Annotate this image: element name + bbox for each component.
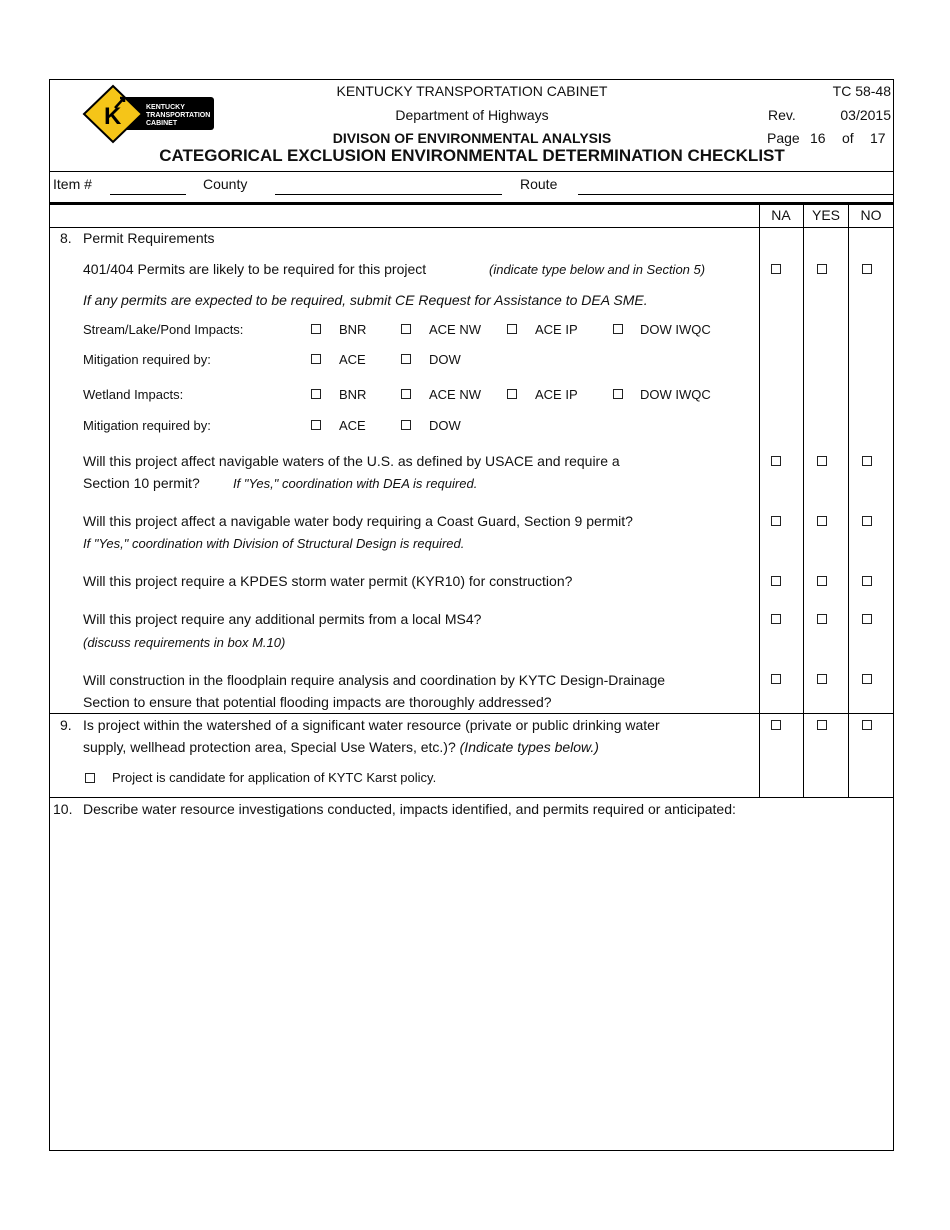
watershed-yes-checkbox[interactable] <box>817 720 827 730</box>
permits-question: 401/404 Permits are likely to be required for this project <box>83 261 427 277</box>
permits-no-checkbox[interactable] <box>862 264 872 274</box>
mitigation2-dow-checkbox[interactable] <box>401 420 411 430</box>
wetland-bnr-checkbox[interactable] <box>311 389 321 399</box>
section8-divider <box>49 713 894 714</box>
agency-name: KENTUCKY TRANSPORTATION CABINET <box>336 83 608 99</box>
county-field[interactable] <box>275 194 502 195</box>
stream-label: Stream/Lake/Pond Impacts: <box>83 322 244 337</box>
floodplain-question-line2: Section to ensure that potential flooding impacts are thoroughly addressed? <box>83 694 552 710</box>
section10-response-area[interactable] <box>55 825 887 1145</box>
ms4-na-checkbox[interactable] <box>771 614 781 624</box>
logo-line1: KENTUCKY <box>146 104 185 111</box>
stream-bnr-label: BNR <box>339 322 367 337</box>
watershed-na-checkbox[interactable] <box>771 720 781 730</box>
kpdes-no-checkbox[interactable] <box>862 576 872 586</box>
column-no: NO <box>860 207 882 223</box>
stream-dowiwqc-checkbox[interactable] <box>613 324 623 334</box>
ms4-yes-checkbox[interactable] <box>817 614 827 624</box>
mitigation2-ace-checkbox[interactable] <box>311 420 321 430</box>
coast-guard-question: Will this project affect a navigable water body requiring a Coast Guard, Section 9 permit? <box>83 513 633 529</box>
section10-prompt: Describe water resource investigations conducted, impacts identified, and permits required or anticipated: <box>83 801 736 817</box>
kpdes-yes-checkbox[interactable] <box>817 576 827 586</box>
wetland-bnr-label: BNR <box>339 387 367 402</box>
form-number: TC 58-48 <box>832 83 891 99</box>
floodplain-na-checkbox[interactable] <box>771 674 781 684</box>
item-field[interactable] <box>110 194 186 195</box>
mitigation-label-2: Mitigation required by: <box>83 418 211 433</box>
mitigation1-ace-label: ACE <box>339 352 366 367</box>
navigable-question-line1: Will this project affect navigable waters of the U.S. as defined by USACE and require a <box>83 453 620 469</box>
mitigation1-dow-checkbox[interactable] <box>401 354 411 364</box>
column-header-divider <box>49 227 894 228</box>
permits-na-checkbox[interactable] <box>771 264 781 274</box>
kpdes-na-checkbox[interactable] <box>771 576 781 586</box>
department-name: Department of Highways <box>395 107 549 123</box>
thick-rule <box>49 202 894 205</box>
column-na: NA <box>771 207 791 223</box>
navigable-na-checkbox[interactable] <box>771 456 781 466</box>
page-title: CATEGORICAL EXCLUSION ENVIRONMENTAL DETERMINATION CHECKLIST <box>159 146 785 165</box>
wetland-label: Wetland Impacts: <box>83 387 184 402</box>
navigable-yes-checkbox[interactable] <box>817 456 827 466</box>
stream-aceip-checkbox[interactable] <box>507 324 517 334</box>
logo-line2: TRANSPORTATION <box>146 112 211 119</box>
wetland-acenw-checkbox[interactable] <box>401 389 411 399</box>
section9-question-line1: Is project within the watershed of a significant water resource (private or public drinking water <box>83 717 660 733</box>
ms4-no-checkbox[interactable] <box>862 614 872 624</box>
section9-divider <box>49 797 894 798</box>
section9-number: 9. <box>60 717 72 733</box>
wetland-aceip-label: ACE IP <box>535 387 578 402</box>
section9-question-line2 <box>83 739 599 755</box>
karst-checkbox[interactable] <box>85 773 95 783</box>
item-label: Item # <box>53 176 92 192</box>
kytc-logo <box>82 84 217 146</box>
navigable-note: If "Yes," coordination with DEA is required. <box>233 476 478 491</box>
logo-letter: K <box>104 103 122 130</box>
kpdes-question: Will this project require a KPDES storm water permit (KYR10) for construction? <box>83 573 573 589</box>
section9-note: (Indicate types below.) <box>459 739 599 755</box>
ms4-question: Will this project require any additional permits from a local MS4? <box>83 611 482 627</box>
karst-label: Project is candidate for application of KYTC Karst policy. <box>112 770 437 785</box>
rev-date: 03/2015 <box>840 107 891 123</box>
of-label: of <box>842 130 854 146</box>
floodplain-yes-checkbox[interactable] <box>817 674 827 684</box>
column-yes: YES <box>811 207 840 223</box>
page-total: 17 <box>870 130 886 146</box>
rev-label: Rev. <box>768 107 796 123</box>
stream-aceip-label: ACE IP <box>535 322 578 337</box>
section9-question-line2-text: supply, wellhead protection area, Special Use Waters, etc.)? <box>83 739 456 755</box>
coast-guard-na-checkbox[interactable] <box>771 516 781 526</box>
logo-line3: CABINET <box>146 120 178 127</box>
column-divider-yes <box>803 205 804 797</box>
section10-number: 10. <box>53 801 73 817</box>
page-number: 16 <box>810 130 826 146</box>
wetland-dowiwqc-checkbox[interactable] <box>613 389 623 399</box>
wetland-acenw-label: ACE NW <box>429 387 481 402</box>
wetland-dowiwqc-label: DOW IWQC <box>640 387 711 402</box>
ms4-note: (discuss requirements in box M.10) <box>83 635 286 650</box>
stream-bnr-checkbox[interactable] <box>311 324 321 334</box>
mitigation-label-1: Mitigation required by: <box>83 352 211 367</box>
column-divider-na <box>759 205 760 797</box>
mitigation2-dow-label: DOW <box>429 418 461 433</box>
header-divider <box>49 171 894 172</box>
permits-note: (indicate type below and in Section 5) <box>489 262 706 277</box>
route-label: Route <box>520 176 558 192</box>
stream-acenw-label: ACE NW <box>429 322 481 337</box>
coast-guard-no-checkbox[interactable] <box>862 516 872 526</box>
permits-instruction: If any permits are expected to be required, submit CE Request for Assistance to DEA SME. <box>83 292 648 308</box>
mitigation2-ace-label: ACE <box>339 418 366 433</box>
county-label: County <box>203 176 248 192</box>
floodplain-no-checkbox[interactable] <box>862 674 872 684</box>
navigable-no-checkbox[interactable] <box>862 456 872 466</box>
page-label: Page <box>767 130 800 146</box>
column-divider-no <box>848 205 849 797</box>
floodplain-question-line1: Will construction in the floodplain require analysis and coordination by KYTC Design-Drainage <box>83 672 666 688</box>
mitigation1-ace-checkbox[interactable] <box>311 354 321 364</box>
route-field[interactable] <box>578 194 893 195</box>
coast-guard-yes-checkbox[interactable] <box>817 516 827 526</box>
watershed-no-checkbox[interactable] <box>862 720 872 730</box>
section8-number: 8. <box>60 230 72 246</box>
section8-title: Permit Requirements <box>83 230 215 246</box>
stream-dowiwqc-label: DOW IWQC <box>640 322 711 337</box>
stream-acenw-checkbox[interactable] <box>401 324 411 334</box>
mitigation1-dow-label: DOW <box>429 352 461 367</box>
coast-guard-note: If "Yes," coordination with Division of Structural Design is required. <box>83 536 465 551</box>
division-name: DIVISON OF ENVIRONMENTAL ANALYSIS <box>332 130 612 146</box>
wetland-aceip-checkbox[interactable] <box>507 389 517 399</box>
navigable-question-line2: Section 10 permit? <box>83 475 200 491</box>
permits-yes-checkbox[interactable] <box>817 264 827 274</box>
